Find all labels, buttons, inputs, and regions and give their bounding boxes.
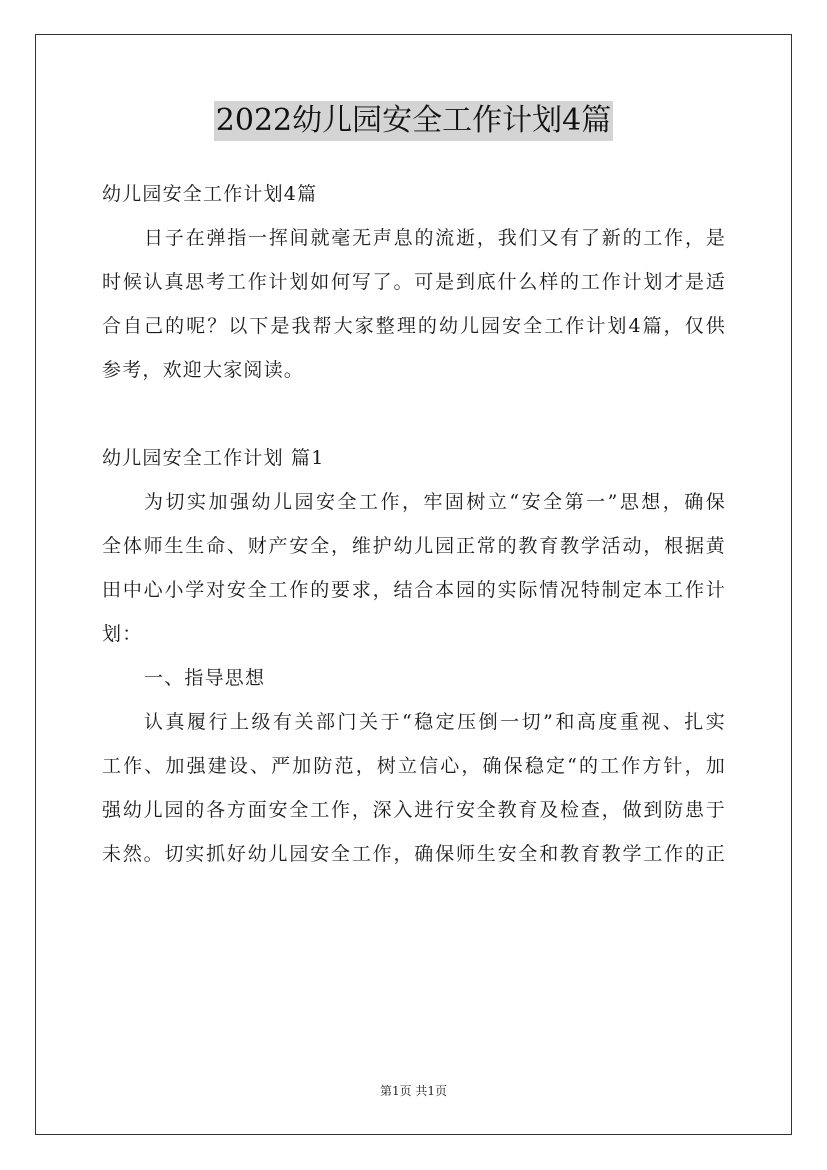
paragraph-line: 认真履行上级有关部门关于“稳定压倒一切”和高度重视、扎实 [144, 711, 726, 733]
paragraph-line: 划： [102, 623, 143, 645]
paragraph-line: 全体师生生命、财产安全，维护幼儿园正常的教育教学活动，根据黄 [102, 535, 726, 557]
title-wrap [0, 101, 827, 141]
paragraph-line: 田中心小学对安全工作的要求，结合本园的实际情况特制定本工作计 [102, 579, 726, 601]
paragraph-line: 工作、加强建设、严加防范，树立信心，确保稳定“的工作方针，加 [102, 755, 726, 777]
blank-line [102, 392, 726, 436]
page-footer: 第1页 共1页 [379, 1084, 448, 1098]
paragraph-line: 时候认真思考工作计划如何写了。可是到底什么样的工作计划才是适 [102, 271, 726, 293]
paragraph-line: 为切实加强幼儿园安全工作，牢固树立“安全第一”思想，确保 [144, 491, 726, 513]
subsection-heading: 一、指导思想 [144, 667, 266, 689]
section-heading: 幼儿园安全工作计划 篇1 [102, 447, 325, 469]
document-title: 2022幼儿园安全工作计划4篇 [214, 101, 613, 141]
paragraph-line: 日子在弹指一挥间就毫无声息的流逝，我们又有了新的工作，是 [144, 227, 726, 249]
paragraph-line: 强幼儿园的各方面安全工作，深入进行安全教育及检查，做到防患于 [102, 799, 726, 821]
document-body [102, 172, 726, 876]
paragraph-line: 合自己的呢？以下是我帮大家整理的幼儿园安全工作计划4篇，仅供 [102, 315, 726, 337]
paragraph-line: 未然。切实抓好幼儿园安全工作，确保师生安全和教育教学工作的正 [102, 843, 726, 865]
subtitle-line: 幼儿园安全工作计划4篇 [102, 183, 318, 205]
paragraph-line: 参考，欢迎大家阅读。 [102, 359, 305, 381]
